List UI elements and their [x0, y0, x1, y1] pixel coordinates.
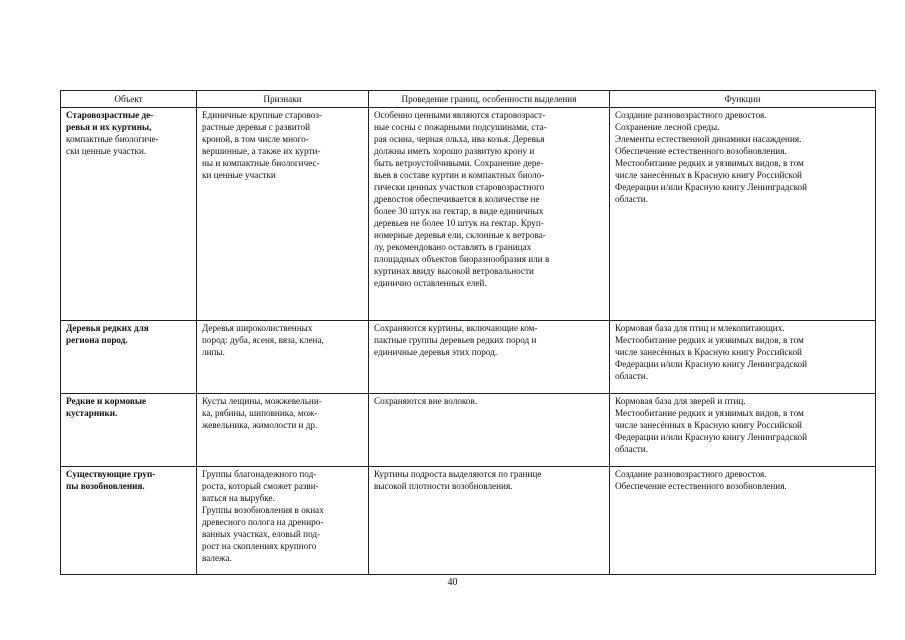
cell-line: единичные деревья этих пород.: [374, 347, 498, 357]
cell-line: гически ценных участков старовозрастного: [374, 182, 545, 192]
cell-borders: [369, 467, 610, 575]
cell-line: рост на скоплениях крупного: [202, 541, 317, 551]
cell-object: [61, 394, 197, 467]
cell-line: Федерации и/или Красную книгу Ленинградской: [615, 432, 808, 442]
table-row: [61, 467, 876, 575]
cell-line: Федерации и/или Красную книгу Ленинградской: [615, 359, 808, 369]
cell-line: Обеспечение естественного возобновления.: [615, 146, 787, 156]
cell-line: числе занесённых в Красную книгу Российской: [615, 170, 802, 180]
cell-line: области.: [615, 194, 649, 204]
cell-line: ки ценные участки: [202, 170, 276, 180]
cell-line: ные сосны с пожарными подсушинами, ста-: [374, 122, 547, 132]
cell-line: Местообитание редких и уязвимых видов, в том: [615, 158, 804, 168]
cell-line: Местообитание редких и уязвимых видов, в том: [615, 408, 804, 418]
cell-line: области.: [615, 371, 649, 381]
cell-line: быть ветроустойчивыми. Сохранение дере-: [374, 158, 544, 168]
header-functions: Функции: [610, 91, 876, 108]
table-header-row: [61, 91, 876, 108]
cell-functions: [610, 108, 876, 321]
cell-line: Сохраняются куртины, включающие ком-: [374, 323, 538, 333]
cell-line: компактные биологиче-: [66, 134, 159, 144]
cell-line: числе занесённых в Красную книгу Российской: [615, 347, 802, 357]
cell-object: [61, 321, 197, 394]
cell-line: роста, который сможет разви-: [202, 481, 319, 491]
cell-signs: [197, 108, 369, 321]
header-signs: Признаки: [197, 91, 369, 108]
cell-signs: [197, 467, 369, 575]
page-number: 40: [447, 577, 458, 588]
cell-line: площадных объектов биоразнообразия или в: [374, 254, 550, 264]
cell-line: Особенно ценными являются старовозраст-: [374, 110, 546, 120]
cell-functions: [610, 321, 876, 394]
cell-line: Деревья широколиственных: [202, 323, 313, 333]
cell-line: ны и компактные биологичес-: [202, 158, 320, 168]
cell-borders: [369, 108, 610, 321]
cell-borders: [369, 321, 610, 394]
cell-line: Редкие и кормовые: [66, 396, 147, 406]
cell-line: Сохранение лесной среды.: [615, 122, 720, 132]
cell-line: Сохраняются вне волоков.: [374, 396, 478, 406]
cell-line: ски ценные участки.: [66, 146, 147, 156]
header-object: Объект: [61, 91, 197, 108]
cell-signs: [197, 394, 369, 467]
cell-line: Куртины подроста выделяются по границе: [374, 469, 542, 479]
header-borders: Проведение границ, особенности выделения: [369, 91, 610, 108]
cell-line: древесного полога на дрениро-: [202, 517, 324, 527]
cell-functions: [610, 394, 876, 467]
cell-line: вершинные, а также их курти-: [202, 146, 321, 156]
cell-line: растные деревья с развитой: [202, 122, 311, 132]
cell-signs: [197, 321, 369, 394]
cell-line: Создание разновозрастного древостоя.: [615, 110, 767, 120]
cell-line: Обеспечение естественного возобновления.: [615, 481, 787, 491]
cell-line: Кусты лещины, можжевельни-: [202, 396, 322, 406]
cell-line: высокой плотности возобновления.: [374, 481, 513, 491]
cell-line: ревья и их куртины,: [66, 122, 152, 132]
cell-borders: [369, 394, 610, 467]
cell-line: ка, рябины, шиповника, мож-: [202, 408, 318, 418]
cell-functions: [610, 467, 876, 575]
cell-line: кроной, в том числе много-: [202, 134, 309, 144]
cell-line: Единичные крупные старовоз-: [202, 110, 323, 120]
cell-line: древостоя обеспечивается в количестве не: [374, 194, 540, 204]
cell-line: липы.: [202, 347, 225, 357]
cell-line: лу, рекомендовано оставлять в границах: [374, 242, 532, 252]
cell-line: кустарники.: [66, 408, 118, 418]
cell-line: ваться на вырубке.: [202, 493, 275, 503]
cell-line: Местообитание редких и уязвимых видов, в том: [615, 335, 804, 345]
cell-line: Старовозрастные де-: [66, 110, 154, 120]
cell-line: Группы возобновления в окнах: [202, 505, 324, 515]
cell-line: рая осина, черная ольха, ива козья. Деревья: [374, 134, 545, 144]
cell-line: более 30 штук на гектар, в виде единичных: [374, 206, 544, 216]
cell-line: Группы благонадежного под-: [202, 469, 317, 479]
cell-line: жевельника, жимолости и др.: [202, 420, 318, 430]
cell-line: пы возобновления.: [66, 481, 145, 491]
table-row: [61, 394, 876, 467]
cell-line: Существующие груп-: [66, 469, 156, 479]
cell-line: деревьев не более 10 штук на гектар. Круп-: [374, 218, 544, 228]
cell-line: пактные группы деревьев редких пород и: [374, 335, 537, 345]
cell-object: [61, 467, 197, 575]
cell-line: валежа.: [202, 553, 232, 563]
cell-line: вьев в составе куртин и компактных биоло-: [374, 170, 545, 180]
cell-line: Создание разновозрастного древостоя.: [615, 469, 767, 479]
cell-line: единично оставленных елей.: [374, 278, 487, 288]
cell-line: Элементы естественной динамики насаждения.: [615, 134, 802, 144]
cell-line: области.: [615, 444, 649, 454]
cell-line: Кормовая база для птиц и млекопитающих.: [615, 323, 785, 333]
table-row: [61, 321, 876, 394]
cell-line: должны иметь хорошо развитую крону и: [374, 146, 535, 156]
cell-line: Кормовая база для зверей и птиц.: [615, 396, 746, 406]
cell-line: региона пород.: [66, 335, 128, 345]
table-row: [61, 108, 876, 321]
attributes-table: [60, 90, 876, 575]
cell-line: номерные деревья ели, склонные к ветрова-: [374, 230, 546, 240]
cell-line: Федерации и/или Красную книгу Ленинградской: [615, 182, 808, 192]
cell-line: куртинах ввиду высокой ветровальности: [374, 266, 534, 276]
cell-line: числе занесённых в Красную книгу Российской: [615, 420, 802, 430]
cell-line: пород: дуба, ясеня, вяза, клена,: [202, 335, 324, 345]
cell-line: Деревья редких для: [66, 323, 149, 333]
cell-object: [61, 108, 197, 321]
cell-line: ванных участках, еловый под-: [202, 529, 321, 539]
